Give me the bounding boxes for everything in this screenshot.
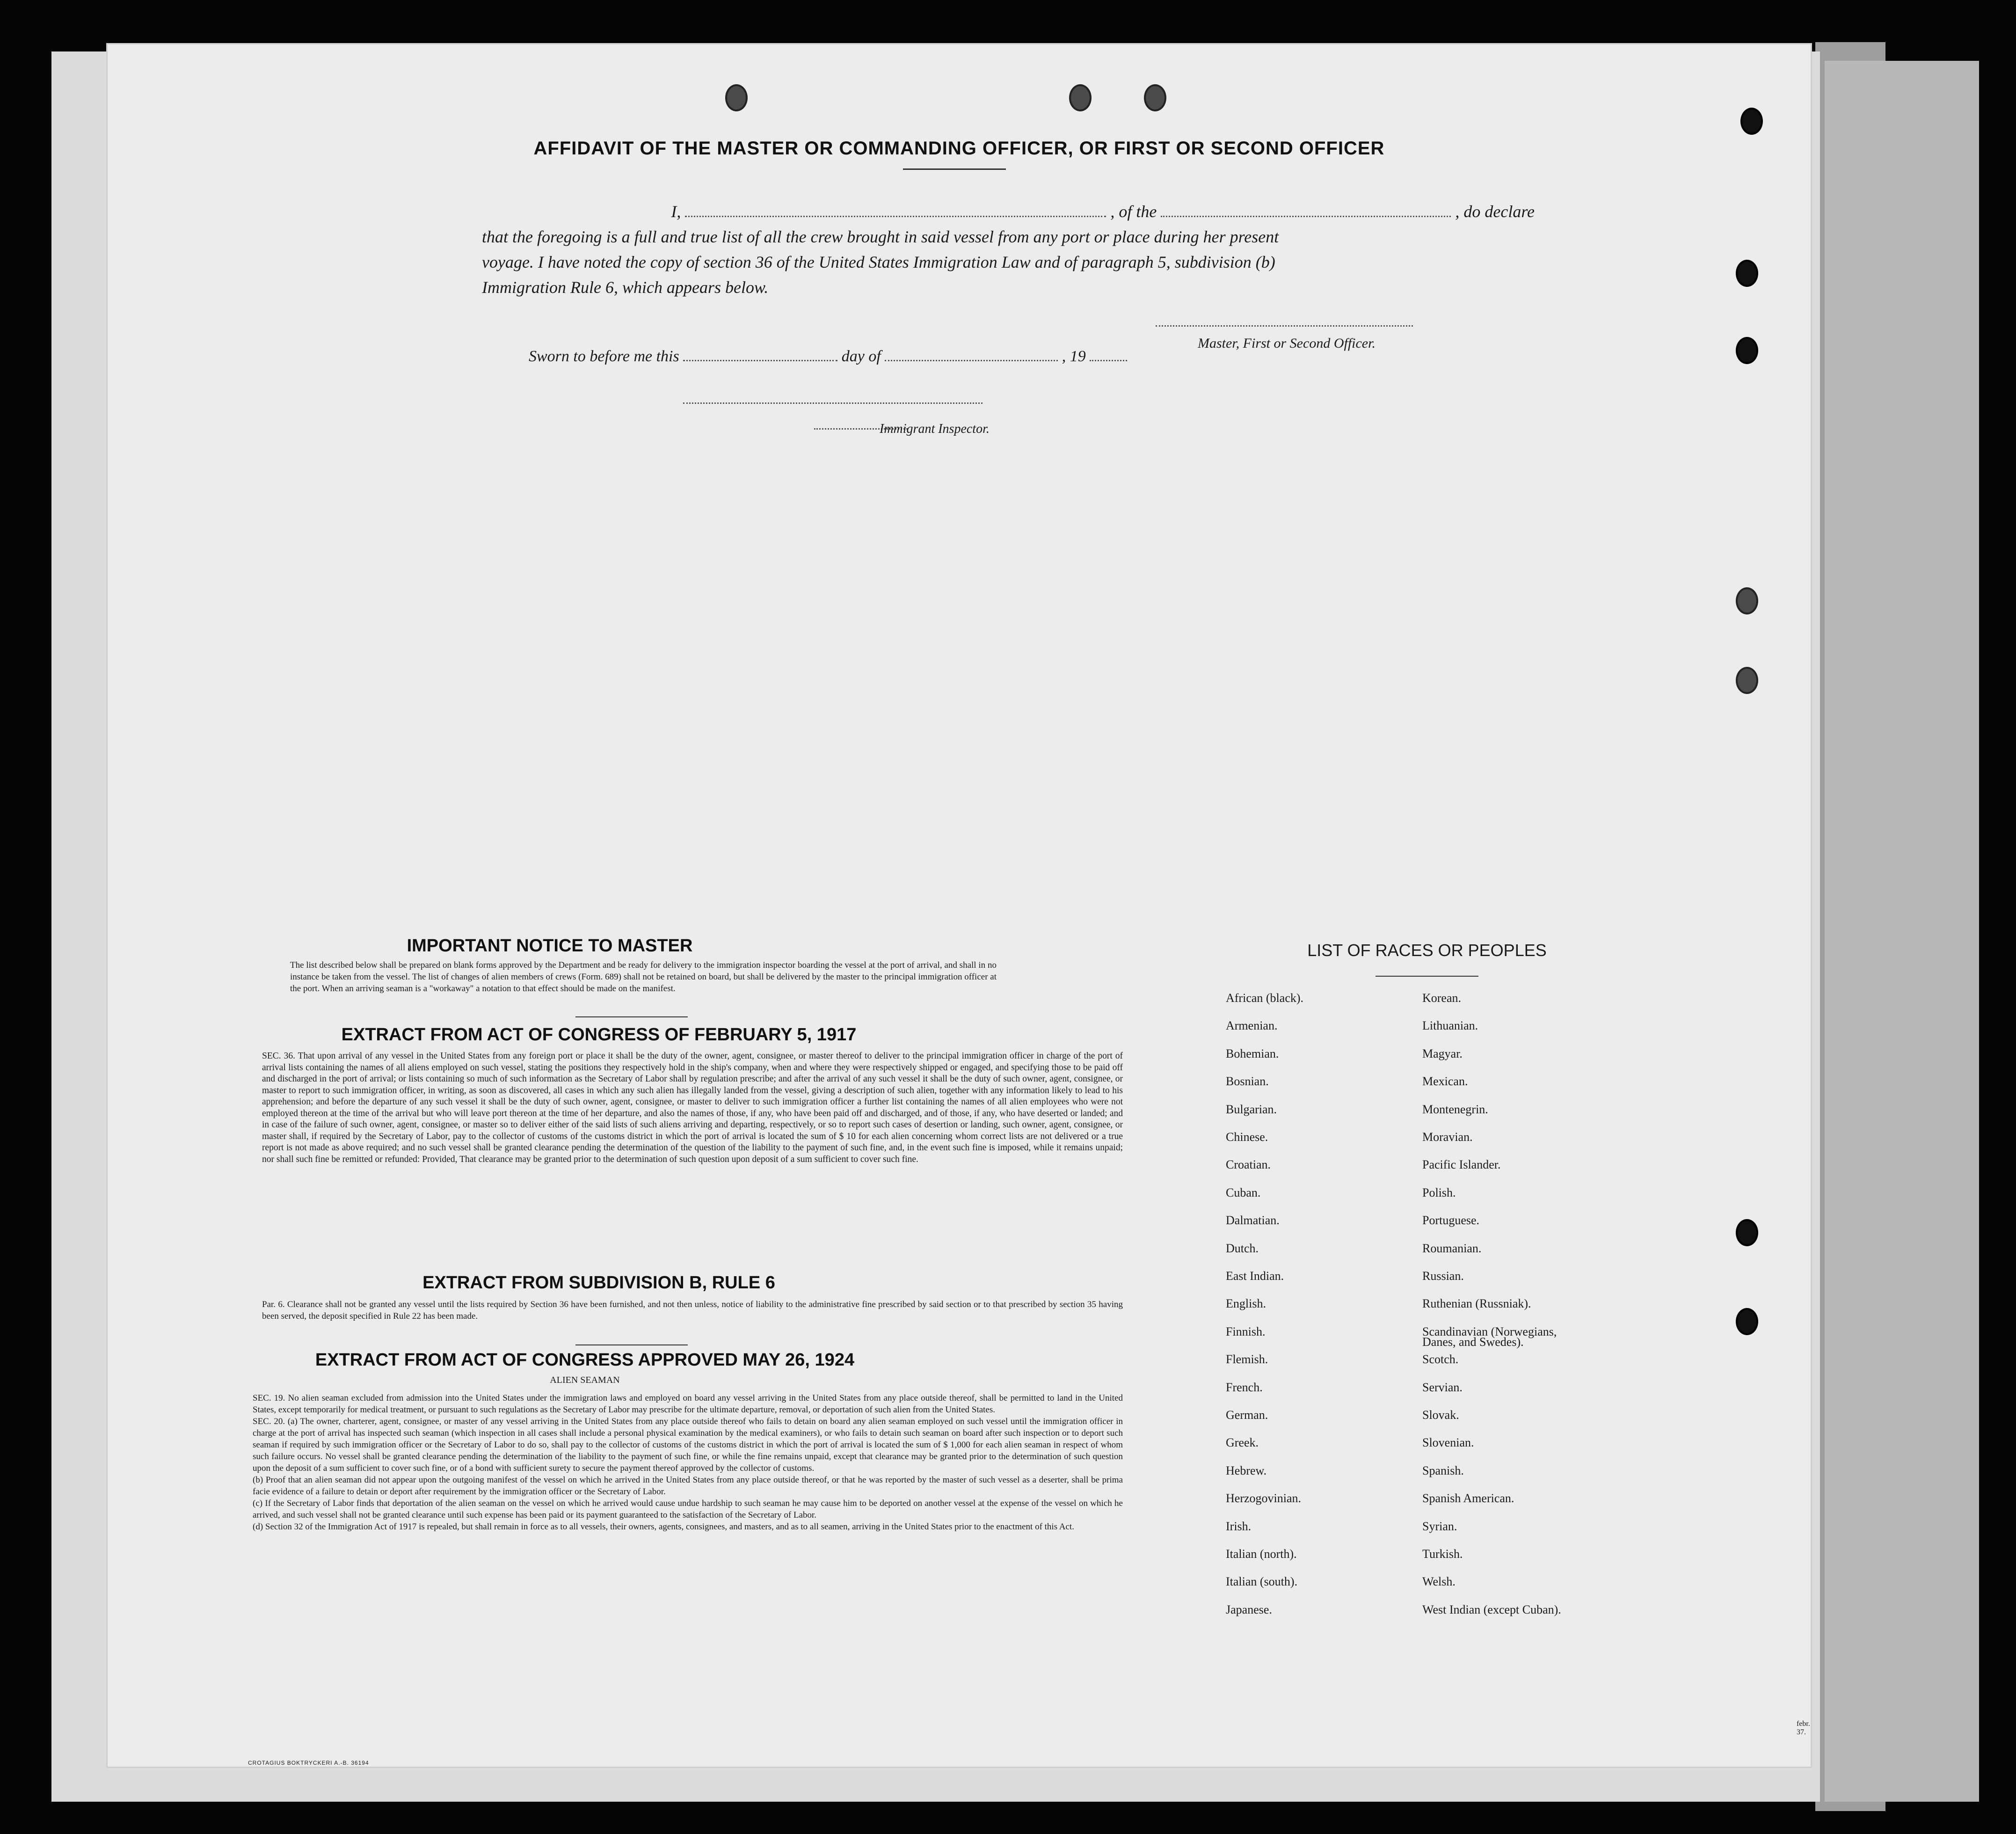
- declaration-line-2: that the foregoing is a full and true list of all the crew brought in said vessel from any port or place during her present: [482, 227, 1279, 246]
- race-item: Russian.: [1422, 1269, 1464, 1283]
- extract-1917-text: SEC. 36. That upon arrival of any vessel in the United States from any foreign port or place it shall be the duty of the owner, agent, consignee, or master thereof to deliver to the principal immigration officer in charge of the port of arrival lists containing the names of all aliens employed on such vessel, stating the positions they respectively hold in the ship's company, when and where they were respectively shipped or engaged, and specifying those to be paid off and discharged in the port of arrival; or lists containing so much of such information as the Secretary of Labor shall by regulation prescribe; and after the arrival of any such vessel it shall be the duty of such owner, agent, consignee, or master to report to such immigration officer, in writing, as soon as discovered, all cases in which any such alien has illegally landed from the vessel, giving a description of such alien, together with any information likely to lead to his apprehension; and before the departure of any such vessel it shall be the duty of such owner, agent, consignee, or master to deliver to such immigration officer a further list containing the names of all alien employees who were not employed thereon at the time of the arrival but who will leave port thereon at the time of her departure, and also the names of those, if any, who have been paid off and discharged, and of those, if any, who have deserted or landed; and in case of the failure of such owner, agent, consignee, or master so to deliver either of the said lists of such aliens arriving and departing, respectively, or so to report such cases of desertion or landing, such owner, agent, consignee, or master shall, if required by the Secretary of Labor, pay to the collector of customs of the customs district in which the port of arrival is located the sum of $ 10 for each alien concerning whom correct lists are not delivered or a true report is not made as above required; and no such vessel shall be granted clearance pending the determination of the question of the liability to the payment of such fine, and, in the event such fine is imposed, while it remains unpaid; nor shall such fine be remitted or refunded: Provided, That clearance may be granted prior to the determination of such question upon deposit of a sum sufficient to cover such fine.: [262, 1051, 1123, 1164]
- sec-20a-text: SEC. 20. (a) The owner, charterer, agent, consignee, or master of any vessel arriving in the United States from any place outside thereof who fails to detain on board any alien seaman employed on such vessel until the immigration officer in charge at the port of arrival has inspected such seaman (which inspection in all cases shall include a personal physical examination by the medical examiners), or who fails to detain such seaman on board after such inspection or to deport such seaman if required by such immigration officer or the Secretary of Labor to do so, shall pay to the collector of customs of the customs district in which the port of arrival is located the sum of $ 1,000 for each alien seaman in respect of whom such failure occurs. No vessel shall be granted clearance pending the determination of the liability to the payment of such fine, or while the fine remains unpaid, except that clearance may be granted prior to the determination of such question upon the deposit of a sum sufficient to cover such fine, or of a bond with sufficient surety to secure the payment thereof approved by the collector of customs.: [253, 1417, 1123, 1473]
- race-item: Chinese.: [1226, 1130, 1268, 1144]
- race-item: Roumanian.: [1422, 1241, 1482, 1255]
- punch-hole-icon: [1736, 260, 1758, 287]
- race-item: Syrian.: [1422, 1519, 1457, 1533]
- race-item: Mexican.: [1422, 1074, 1468, 1089]
- race-item: Montenegrin.: [1422, 1102, 1488, 1116]
- punch-hole-icon: [725, 84, 748, 111]
- date-mark: febr. 37.: [1797, 1720, 1810, 1736]
- race-item: Pacific Islander.: [1422, 1158, 1501, 1172]
- punch-hole-icon: [1736, 587, 1758, 614]
- race-item: Croatian.: [1226, 1158, 1271, 1172]
- race-item: Spanish.: [1422, 1463, 1464, 1477]
- race-item: German.: [1226, 1408, 1268, 1422]
- race-item: Finnish.: [1226, 1324, 1266, 1338]
- race-item: Italian (north).: [1226, 1547, 1297, 1561]
- do-declare-label: , do declare: [1455, 202, 1535, 221]
- race-item: Herzogovinian.: [1226, 1491, 1302, 1505]
- sworn-year-field[interactable]: [1090, 346, 1127, 361]
- printer-mark: CROTAGIUS BOKTRYCKERI A.-B. 36194: [248, 1760, 369, 1766]
- race-item: Bohemian.: [1226, 1046, 1279, 1060]
- race-item: Bulgarian.: [1226, 1102, 1277, 1116]
- race-item: Polish.: [1422, 1185, 1456, 1199]
- race-item: West Indian (except Cuban).: [1422, 1602, 1561, 1616]
- race-item: Moravian.: [1422, 1130, 1473, 1144]
- declaration-line-1: [482, 199, 1535, 224]
- race-item: Portuguese.: [1422, 1213, 1480, 1228]
- sworn-day-field[interactable]: [683, 346, 837, 361]
- declaration-block: [482, 199, 1535, 300]
- race-item: Scandinavian (Norwegians,: [1422, 1324, 1557, 1338]
- notice-rule: [575, 1016, 688, 1017]
- race-item: Turkish.: [1422, 1547, 1463, 1561]
- notice-title: IMPORTANT NOTICE TO MASTER: [407, 936, 693, 956]
- declaration-line-3: voyage. I have noted the copy of section 36 of the United States Immigration Law and of paragraph 5, subdivision (b): [482, 253, 1275, 271]
- race-item: Slovak.: [1422, 1408, 1459, 1422]
- extract-1924-body: [253, 1392, 1123, 1533]
- sec-20b-text: (b) Proof that an alien seaman did not appear upon the outgoing manifest of the vessel on which he arrived in the United States from any place outside thereof, or that he was reported by the master of such vessel as a deserter, shall be prima facie evidence of a failure to detain or deport after requirement by the immigration officer or the Secretary of Labor.: [253, 1475, 1123, 1497]
- sworn-label: Sworn to before me this: [529, 348, 679, 365]
- race-item: Scotch.: [1422, 1352, 1459, 1366]
- race-item: Dutch.: [1226, 1241, 1259, 1255]
- day-of-label: day of: [841, 348, 881, 365]
- race-item: Irish.: [1226, 1519, 1252, 1533]
- vessel-field[interactable]: [1161, 202, 1451, 217]
- race-item: Servian.: [1422, 1380, 1463, 1394]
- punch-hole-icon: [1069, 84, 1092, 111]
- notice-text: The list described below shall be prepared on blank forms approved by the Department and be ready for delivery to the immigration inspector boarding the vessel at the port of arrival, and shall in no instance be taken from the vessel. The list of changes of alien members of crews (Form. 689) shall not be retained on board, but shall be delivered by the master to the principal immigration officer at the port. When an arriving seaman is a "workaway" a notation to that effect should be made on the manifest.: [290, 960, 997, 994]
- race-item: Ruthenian (Russniak).: [1422, 1297, 1531, 1311]
- form-page: [108, 44, 1811, 1767]
- race-item: Korean.: [1422, 991, 1462, 1005]
- punch-hole-icon: [1736, 337, 1758, 364]
- extract-1924-subtitle: ALIEN SEAMAN: [550, 1375, 620, 1385]
- race-item: East Indian.: [1226, 1269, 1284, 1283]
- race-item: Dalmatian.: [1226, 1213, 1280, 1228]
- year-label: , 19: [1062, 348, 1086, 365]
- title-underline: [903, 168, 1006, 170]
- race-item: Greek.: [1226, 1436, 1259, 1450]
- subdivision-text: Par. 6. Clearance shall not be granted any vessel until the lists required by Section 36 have been furnished, and not then unless, notice of liability to the administrative fine prescribed by said section or to that prescribed by section 35 having been served, the deposit specified in Rule 22 has been made.: [262, 1300, 1123, 1321]
- inspector-signature-line[interactable]: [683, 402, 983, 404]
- race-item: Flemish.: [1226, 1352, 1268, 1366]
- affidavit-title: AFFIDAVIT OF THE MASTER OR COMMANDING OFFICER, OR FIRST OR SECOND OFFICER: [533, 138, 1385, 159]
- back-sheet: [1825, 61, 1979, 1802]
- punch-hole-icon: [1736, 1219, 1758, 1246]
- inspector-caption: Immigrant Inspector.: [880, 422, 990, 436]
- race-item: Japanese.: [1226, 1602, 1272, 1616]
- race-item: African (black).: [1226, 991, 1304, 1005]
- race-item: Italian (south).: [1226, 1575, 1298, 1589]
- sec-20c-text: (c) If the Secretary of Labor finds that deportation of the alien seaman on the vessel on which he arrived would cause undue hardship to such seaman he may cause him to be deported on another vessel at the expense of the vessel on which he arrived, and such vessel shall not be granted clearance until such expense has been paid or its payment guaranteed to the satisfaction of the Secretary of Labor.: [253, 1498, 1123, 1520]
- name-field[interactable]: [685, 202, 1106, 217]
- race-item: Welsh.: [1422, 1575, 1456, 1589]
- race-item: Bosnian.: [1226, 1074, 1269, 1089]
- race-item: Cuban.: [1226, 1185, 1261, 1199]
- race-item: English.: [1226, 1297, 1266, 1311]
- race-item: Hebrew.: [1226, 1463, 1267, 1477]
- extract-1924-title: EXTRACT FROM ACT OF CONGRESS APPROVED MAY 26, 1924: [315, 1350, 855, 1370]
- punch-hole-icon: [1736, 667, 1758, 694]
- race-item: French.: [1226, 1380, 1263, 1394]
- of-the-label: , of the: [1110, 202, 1157, 221]
- sworn-month-field[interactable]: [885, 346, 1058, 361]
- declaration-line-4: Immigration Rule 6, which appears below.: [482, 278, 769, 297]
- race-item: Spanish American.: [1422, 1491, 1514, 1505]
- race-item: Lithuanian.: [1422, 1019, 1478, 1033]
- master-signature-line[interactable]: [1156, 325, 1413, 327]
- races-rule: [1376, 976, 1478, 977]
- race-item: Magyar.: [1422, 1046, 1463, 1060]
- i-label: I,: [671, 202, 681, 221]
- sec-19-text: SEC. 19. No alien seaman excluded from admission into the United States under the immigration laws and employed on board any vessel arriving in the United States from any place outside thereof, shall be permitted to land in the United States, except temporarily for medical treatment, or pursuant to such regulations as the Secretary of Labor may prescribe for the ultimate departure, removal, or deportation of such alien from the United States.: [253, 1393, 1123, 1415]
- extract-1917-title: EXTRACT FROM ACT OF CONGRESS OF FEBRUARY 5, 1917: [341, 1025, 857, 1045]
- race-item: Armenian.: [1226, 1019, 1278, 1033]
- punch-hole-icon: [1144, 84, 1166, 111]
- subdivision-title: EXTRACT FROM SUBDIVISION B, RULE 6: [422, 1273, 775, 1293]
- sec-20d-text: (d) Section 32 of the Immigration Act of 1917 is repealed, but shall remain in force as to all vessels, their owners, agents, consignees, and masters, and as to all seamen, arriving in the United States prior to the enactment of this Act.: [253, 1522, 1074, 1532]
- races-title: LIST OF RACES OR PEOPLES: [1307, 941, 1547, 960]
- race-item: Slovenian.: [1422, 1436, 1474, 1450]
- punch-hole-icon: [1740, 108, 1763, 135]
- punch-hole-icon: [1736, 1308, 1758, 1335]
- master-caption: Master, First or Second Officer.: [1198, 336, 1376, 351]
- race-item: Danes, and Swedes).: [1422, 1335, 1524, 1349]
- subdivision-rule: [575, 1344, 688, 1345]
- sworn-line: [529, 344, 1127, 369]
